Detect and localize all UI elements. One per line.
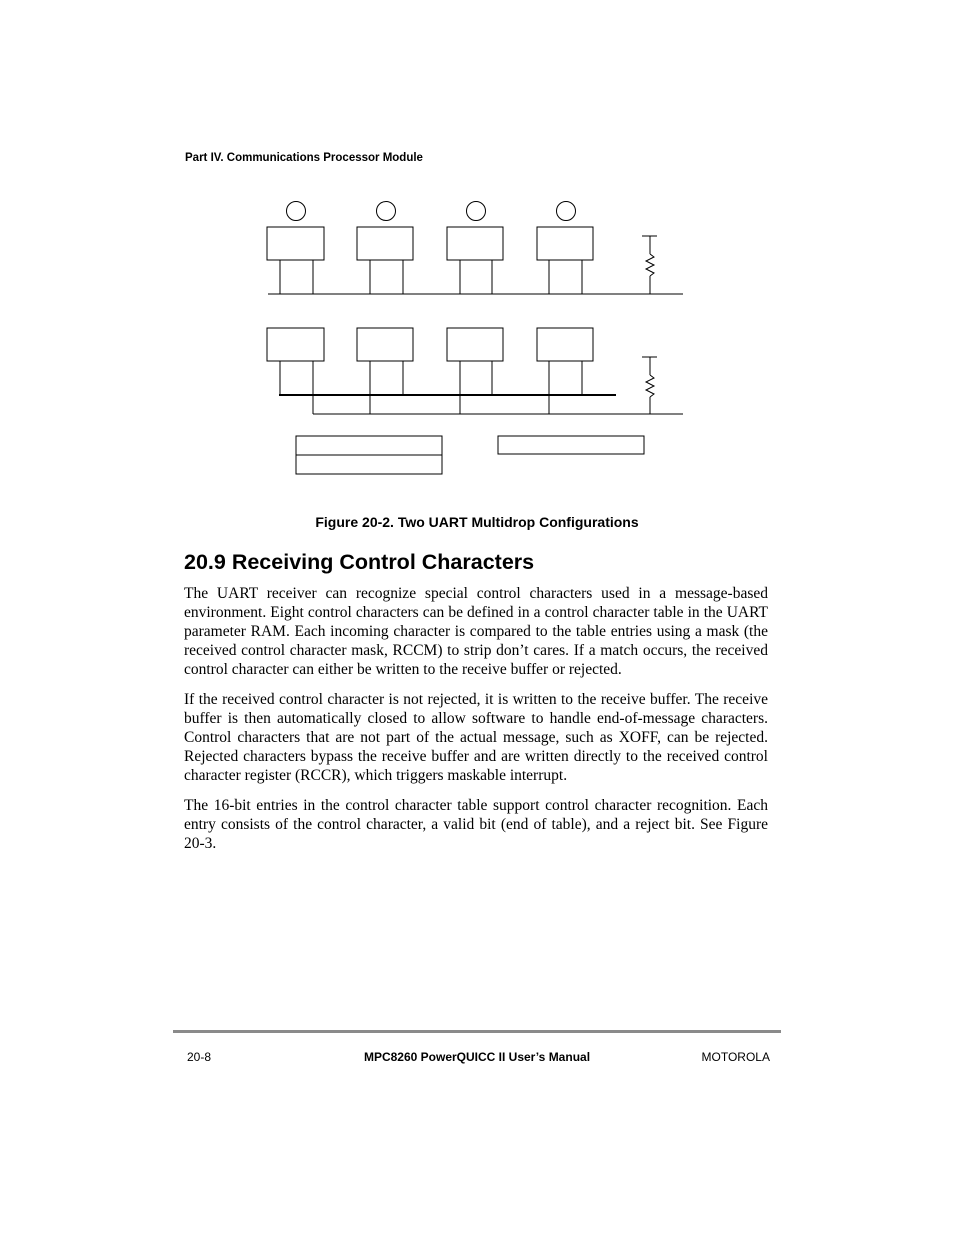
uart-box [357, 227, 413, 260]
resistor-symbol [646, 375, 654, 397]
node-circle [287, 202, 306, 221]
resistor-symbol [646, 254, 654, 276]
node-circle [377, 202, 396, 221]
uart-box [447, 227, 503, 260]
node-circle [467, 202, 486, 221]
uart-box [357, 328, 413, 361]
uart-box [267, 227, 324, 260]
multidrop-figure [0, 0, 954, 500]
body-paragraph: If the received control character is not rejected, it is written to the receive buffer. The receive buffer is then automatically closed to allow software to handle end-of-message characters. Control characters that are not part of the actual message, such as XOFF, can be rejected. Rejected characters bypass the receive buffer and are written directly to the received control character register (RCCR), which triggers maskable interrupt. [184, 691, 768, 784]
manual-title: MPC8260 PowerQUICC II User’s Manual [363, 1050, 591, 1064]
page-number: 20-8 [187, 1050, 212, 1064]
node-circle [557, 202, 576, 221]
body-paragraph: The 16-bit entries in the control character table support control character recognition. Each entry consists of the control character, a valid bit (end of table), and a reject bit. See Figure 20-3. [184, 797, 768, 852]
uart-box [537, 328, 593, 361]
uart-box [267, 328, 324, 361]
company-name: MOTOROLA [701, 1050, 770, 1064]
running-head: Part IV. Communications Processor Module [185, 152, 423, 164]
uart-box [447, 328, 503, 361]
legend-box [498, 436, 644, 454]
uart-box [537, 227, 593, 260]
footer-rule [173, 1030, 781, 1033]
body-paragraph: The UART receiver can recognize special control characters used in a message-based environment. Eight control characters can be defined in a control character table in the UART parameter RAM. Each incoming character is compared to the table entries using a mask (the received control character mask, RCCM) to strip don’t cares. If a match occurs, the received control character can either be written to the receive buffer or rejected. [184, 585, 768, 678]
figure-caption: Figure 20-2. Two UART Multidrop Configurations [315, 514, 639, 530]
section-title: 20.9 Receiving Control Characters [184, 550, 535, 574]
